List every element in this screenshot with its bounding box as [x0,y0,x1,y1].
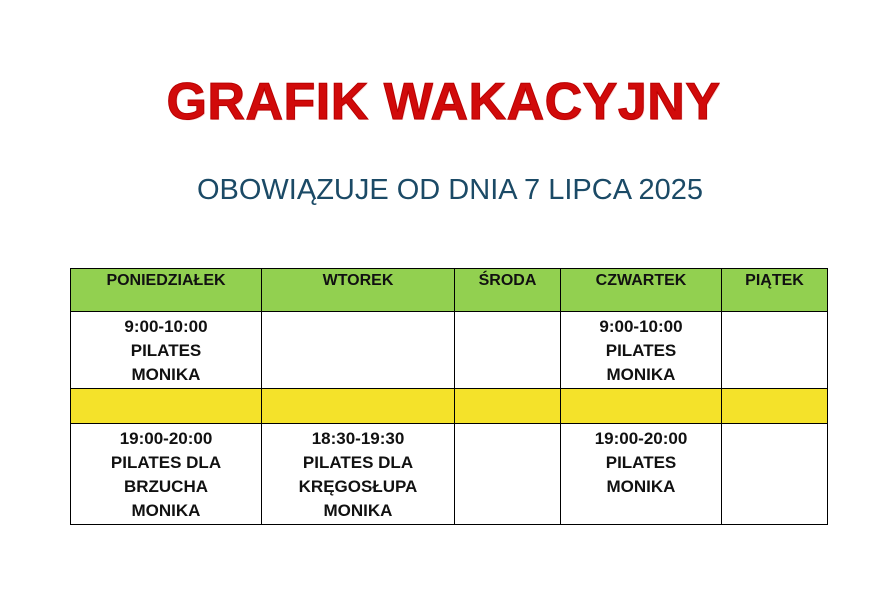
class-name: PILATES [605,341,677,360]
day-header-friday: PIĄTEK [722,269,828,312]
class-instructor: MONIKA [606,477,676,496]
evening-cell-friday [722,424,828,525]
evening-cell-monday [71,424,262,525]
separator-cell [262,389,455,424]
separator-cell [561,389,722,424]
class-name: KRĘGOSŁUPA [298,477,418,496]
class-name: PILATES [605,453,677,472]
class-name: PILATES DLA [302,453,414,472]
class-instructor: MONIKA [323,501,393,520]
class-time: 19:00-20:00 [594,429,688,448]
day-header-monday: PONIEDZIAŁEK [71,269,262,312]
class-name: PILATES [130,341,202,360]
evening-cell-thursday [561,424,722,525]
schedule-table [70,268,828,525]
class-time: 9:00-10:00 [124,317,208,336]
separator-row [71,389,828,424]
morning-cell-thursday [561,312,722,389]
separator-cell [71,389,262,424]
evening-row [71,424,828,525]
morning-cell-friday [722,312,828,389]
morning-cell-wednesday [455,312,561,389]
class-name: BRZUCHA [123,477,209,496]
page-title: GRAFIK WAKACYJNY [166,73,721,131]
separator-cell [722,389,828,424]
day-header-thursday: CZWARTEK [561,269,722,312]
header-row [71,269,828,312]
class-instructor: MONIKA [131,501,201,520]
evening-cell-tuesday [262,424,455,525]
separator-cell [455,389,561,424]
class-instructor: MONIKA [131,365,201,384]
day-header-wednesday: ŚRODA [455,269,561,312]
class-time: 18:30-19:30 [311,429,405,448]
evening-cell-wednesday [455,424,561,525]
class-time: 9:00-10:00 [599,317,683,336]
day-header-tuesday: WTOREK [262,269,455,312]
morning-row [71,312,828,389]
morning-cell-tuesday [262,312,455,389]
class-instructor: MONIKA [606,365,676,384]
morning-cell-monday [71,312,262,389]
class-name: PILATES DLA [110,453,222,472]
class-time: 19:00-20:00 [119,429,213,448]
page-subtitle: OBOWIĄZUJE OD DNIA 7 LIPCA 2025 [196,174,704,206]
